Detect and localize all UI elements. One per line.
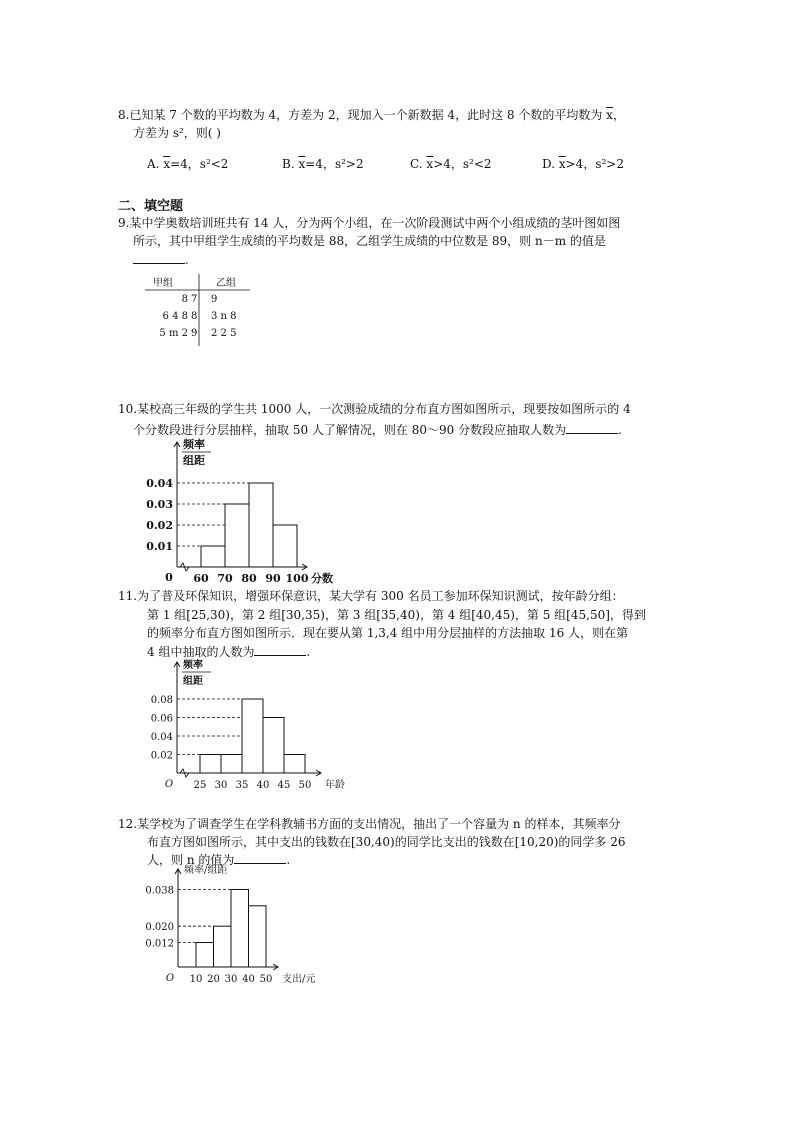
q8-option-b[interactable] (282, 155, 364, 174)
x-tick-label: 30 (224, 974, 238, 985)
leaf-left: 6 4 8 (162, 311, 188, 322)
x-axis-label: 年龄 (325, 780, 345, 791)
y-axis-label: 频率/组距 (184, 865, 228, 876)
x-tick-label: 50 (259, 974, 273, 985)
q8-line1 (118, 106, 625, 125)
x-tick-label: 50 (298, 780, 312, 791)
q11-line2: 第 1 组[25,30)，第 2 组[30,35)，第 3 组[35,40)，第 4 组[40,45)，第 5 组[45,50]，得到 (147, 608, 646, 622)
histogram-scores (140, 440, 370, 585)
origin-label: 0 (165, 571, 173, 584)
histogram-bar (221, 755, 242, 774)
stem: 7 (191, 294, 198, 305)
histogram-bar (273, 525, 297, 567)
q9-line1: 9.某中学奥数培训班共有 14 人，分为两个小组，在一次阶段测试中两个小组成绩的茎叶图如图 (118, 216, 621, 230)
y-axis-label-top: 频率 (183, 660, 203, 671)
q8-option-c[interactable] (410, 155, 492, 174)
answer-blank[interactable] (254, 643, 306, 656)
x-tick-label: 35 (235, 780, 249, 791)
stem: 9 (191, 328, 198, 339)
x-tick-label: 100 (285, 572, 309, 585)
q9-line2: 所示，其中甲组学生成绩的平均数是 88，乙组学生成绩的中位数是 89，则 n－m 的值是 (133, 234, 606, 248)
q8-option-d[interactable] (542, 155, 624, 174)
q11-text: 4 组中抽取的人数为 (147, 645, 255, 659)
q8-text: 8.已知某 7 个数的平均数为 4，方差为 2，现加入一个新数据 4，此时这 8 个数的平均数为 (118, 108, 603, 122)
mean-symbol: $\overline{x}$ (163, 157, 171, 171)
y-axis-label-bottom: 组距 (183, 676, 203, 687)
stem: 8 (191, 311, 198, 322)
y-tick-label: 0.038 (145, 885, 174, 897)
q10-text: 个分数段进行分层抽样，抽取 50 人了解情况，则在 80～90 分数段应抽取人数为 (133, 423, 567, 437)
q12-text: 人，则 n 的值为 (147, 853, 235, 867)
histogram-bar (231, 889, 249, 967)
histogram-bar (263, 718, 284, 774)
x-tick-label: 90 (265, 572, 281, 585)
q8-line2: 方差为 s²，则( ) (133, 126, 221, 140)
mean-symbol: $\overline{x}$ (558, 157, 566, 171)
option-label: D. (542, 157, 556, 171)
x-tick-label: 45 (277, 780, 291, 791)
y-tick-label: 0.06 (150, 713, 173, 725)
histogram-bar (249, 483, 273, 567)
histogram-bar (242, 699, 263, 773)
period: . (306, 645, 311, 659)
option-text: >4，s²<2 (433, 157, 492, 171)
x-axis-label: 分数 (311, 572, 333, 585)
histogram-bar (225, 504, 249, 567)
origin-label: O (165, 973, 175, 984)
x-tick-label: 20 (207, 974, 220, 985)
period: . (185, 253, 189, 267)
leaf-right: 3 n 8 (211, 311, 237, 322)
origin-label: O (164, 779, 174, 790)
q10-line1: 10.某校高三年级的学生共 1000 人，一次测验成绩的分布直方图如图所示，现要按如图所示的 4 (118, 402, 631, 416)
y-tick-label: 0.08 (150, 695, 173, 706)
histogram-bar (249, 906, 267, 967)
y-tick-label: 0.03 (146, 498, 173, 511)
leaf-left: 5 m 2 (159, 328, 188, 339)
y-axis-label-top: 频率 (183, 438, 205, 451)
y-tick-label: 0.02 (146, 519, 173, 532)
answer-blank[interactable] (133, 251, 185, 264)
q8-line1-end: ， (612, 108, 625, 122)
option-text: >4，s²>2 (565, 157, 624, 171)
x-tick-label: 10 (189, 974, 203, 985)
q11-line1: 11.为了普及环保知识，增强环保意识，某大学有 300 名员工参加环保知识测试，按年龄分组： (118, 589, 624, 603)
mean-symbol: $\overline{x}$ (298, 157, 306, 171)
y-tick-label: 0.04 (146, 477, 173, 490)
x-tick-label: 70 (217, 572, 233, 585)
y-tick-label: 0.01 (146, 540, 173, 553)
x-tick-label: 80 (241, 572, 257, 585)
histogram-spending (140, 865, 340, 985)
x-tick-label: 60 (193, 572, 209, 585)
left-header: 甲组 (153, 278, 173, 289)
q9-line3 (133, 251, 189, 270)
q12-line1: 12.某学校为了调查学生在学科教辅书方面的支出情况，抽出了一个容量为 n 的样本，其频率分 (118, 817, 621, 831)
period: . (286, 853, 291, 867)
q11-line3: 的频率分布直方图如图所示．现在要从第 1,3,4 组中用分层抽样的方法抽取 16 人，则在第 (147, 626, 629, 640)
y-tick-label: 0.02 (150, 750, 173, 762)
stem-leaf-plot (145, 270, 255, 350)
y-tick-label: 0.020 (145, 922, 174, 934)
option-label: A. (147, 157, 160, 171)
leaf-right: 9 (211, 294, 218, 305)
histogram-bar (284, 755, 305, 774)
mean-symbol: $\overline{x}$ (606, 108, 613, 122)
x-axis-label: 支出/元 (282, 974, 316, 985)
answer-blank[interactable] (234, 851, 286, 864)
leaf-right: 2 2 5 (211, 328, 237, 339)
histogram-bar (214, 926, 232, 967)
option-text: =4，s²<2 (170, 157, 229, 171)
mean-symbol: $\overline{x}$ (426, 157, 434, 171)
histogram-bar (201, 546, 225, 567)
y-tick-label: 0.04 (150, 732, 173, 743)
x-tick-label: 25 (193, 780, 207, 791)
period: . (618, 423, 622, 437)
option-label: B. (282, 157, 295, 171)
option-label: C. (410, 157, 423, 171)
histogram-ages (140, 660, 370, 790)
y-axis-label-bottom: 组距 (183, 454, 205, 467)
q10-line2 (133, 421, 622, 440)
answer-blank[interactable] (566, 421, 618, 434)
x-tick-label: 40 (242, 974, 255, 985)
right-header: 乙组 (216, 278, 236, 289)
leaf-left: 8 (181, 294, 188, 305)
histogram-bar (200, 755, 221, 774)
q12-line2: 布直方图如图所示，其中支出的钱数在[30,40)的同学比支出的钱数在[10,20)的同学多 26 (147, 835, 626, 849)
histogram-bar (196, 943, 214, 967)
q8-option-a[interactable] (147, 155, 228, 174)
x-tick-label: 30 (214, 780, 228, 791)
y-tick-label: 0.012 (145, 938, 174, 950)
option-text: =4，s²>2 (305, 157, 364, 171)
section-title: 二、填空题 (118, 199, 184, 214)
x-tick-label: 40 (256, 780, 270, 791)
